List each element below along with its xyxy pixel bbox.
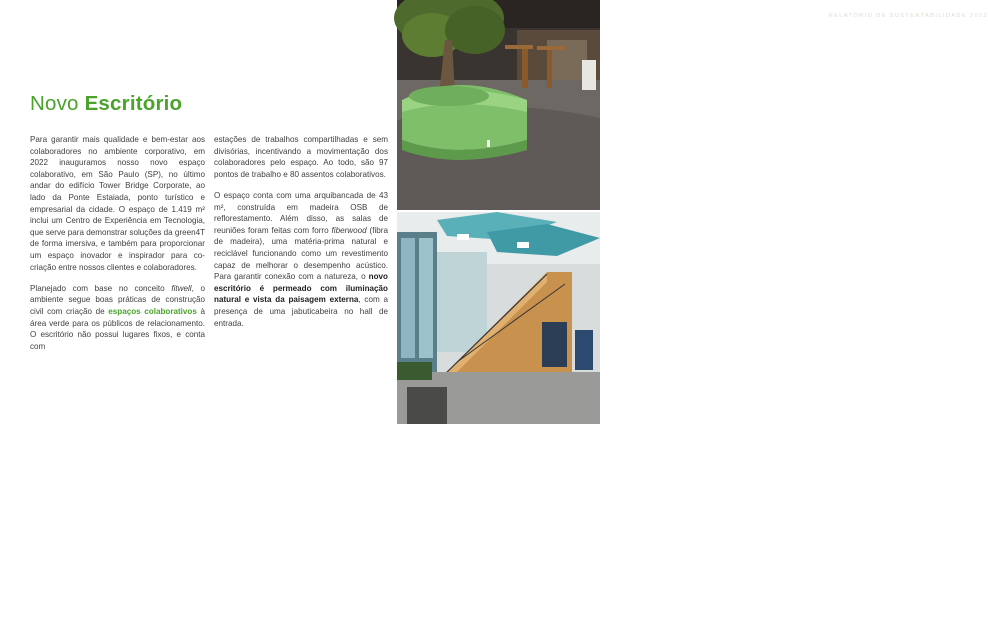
report-header: RELATÓRIO DE SUSTENTABILIDADE 2022 xyxy=(828,13,988,19)
highlight-natural-light: novo escritório é permeado com iluminação natural e vista da paisagem externa xyxy=(214,272,388,305)
left-paragraph-1: Para garantir mais qualidade e bem-estar aos colaboradores no ambiente corporativo, em 2022 inauguramos nosso novo espaço colaborativo, em São Paulo (SP), no último andar do edifício Tower Bridge Corporate, ao lado da Ponte Estaiada, ponto turístico e empresarial da cidade. O espaço de 1.419 m² inclui um Centro de Experiência em Tecnologia, que serve para demonstrar soluções da green4T de forma imersiva, e também para proporcionar um espaço inovador e inspirador para co-criação entre nossos clientes e colaboradores. xyxy=(30,135,206,272)
left-paragraph-2: Planejado com base no conceito fitwell, o ambiente segue boas práticas de construção civil com criação de espaços colaborativos à área verde para os públicos de relacionamento. O escritório não possui lugares fixos, e conta com xyxy=(30,283,205,351)
page-number: 57 xyxy=(976,608,985,617)
office-stairs-illustration xyxy=(397,212,600,424)
right-paragraph-2: O espaço conta com uma arquibancada de 43 m², construída em madeira OSB de reflorestamento. Além disso, as salas de reuniões foram feitas com forro fiberwood (fibra de madeira), uma matéria-prima natural e reciclável funcionando como um revestimento capaz de melhorar o desempenho acústico. Para garantir conexão com a natureza, o novo escritório é permeado com iluminação natural e vista da paisagem externa, com a presença de uma jabuticabeira no hall de entrada. xyxy=(214,190,388,328)
left-text-column xyxy=(30,134,205,362)
fitwell-term: fitwell xyxy=(171,283,192,293)
title-regular: Novo xyxy=(30,92,85,115)
right-paragraph-1: estações de trabalhos compartilhadas e sem divisórias, incentivando a movimentação dos colaboradores pelo espaço. Ao todo, são 97 pontos de trabalho e 80 assentos colaborativos. xyxy=(214,135,388,179)
title-bold: Escritório xyxy=(84,92,183,115)
page-title xyxy=(30,92,182,116)
highlight-collaborative-spaces: espaços colaborativos xyxy=(108,306,197,316)
fiberwood-term: fiberwood xyxy=(331,225,367,235)
office-lounge-illustration xyxy=(397,0,600,210)
office-lounge-photo xyxy=(397,0,988,210)
office-stairs-photo xyxy=(397,212,985,617)
right-text-column xyxy=(214,134,388,339)
